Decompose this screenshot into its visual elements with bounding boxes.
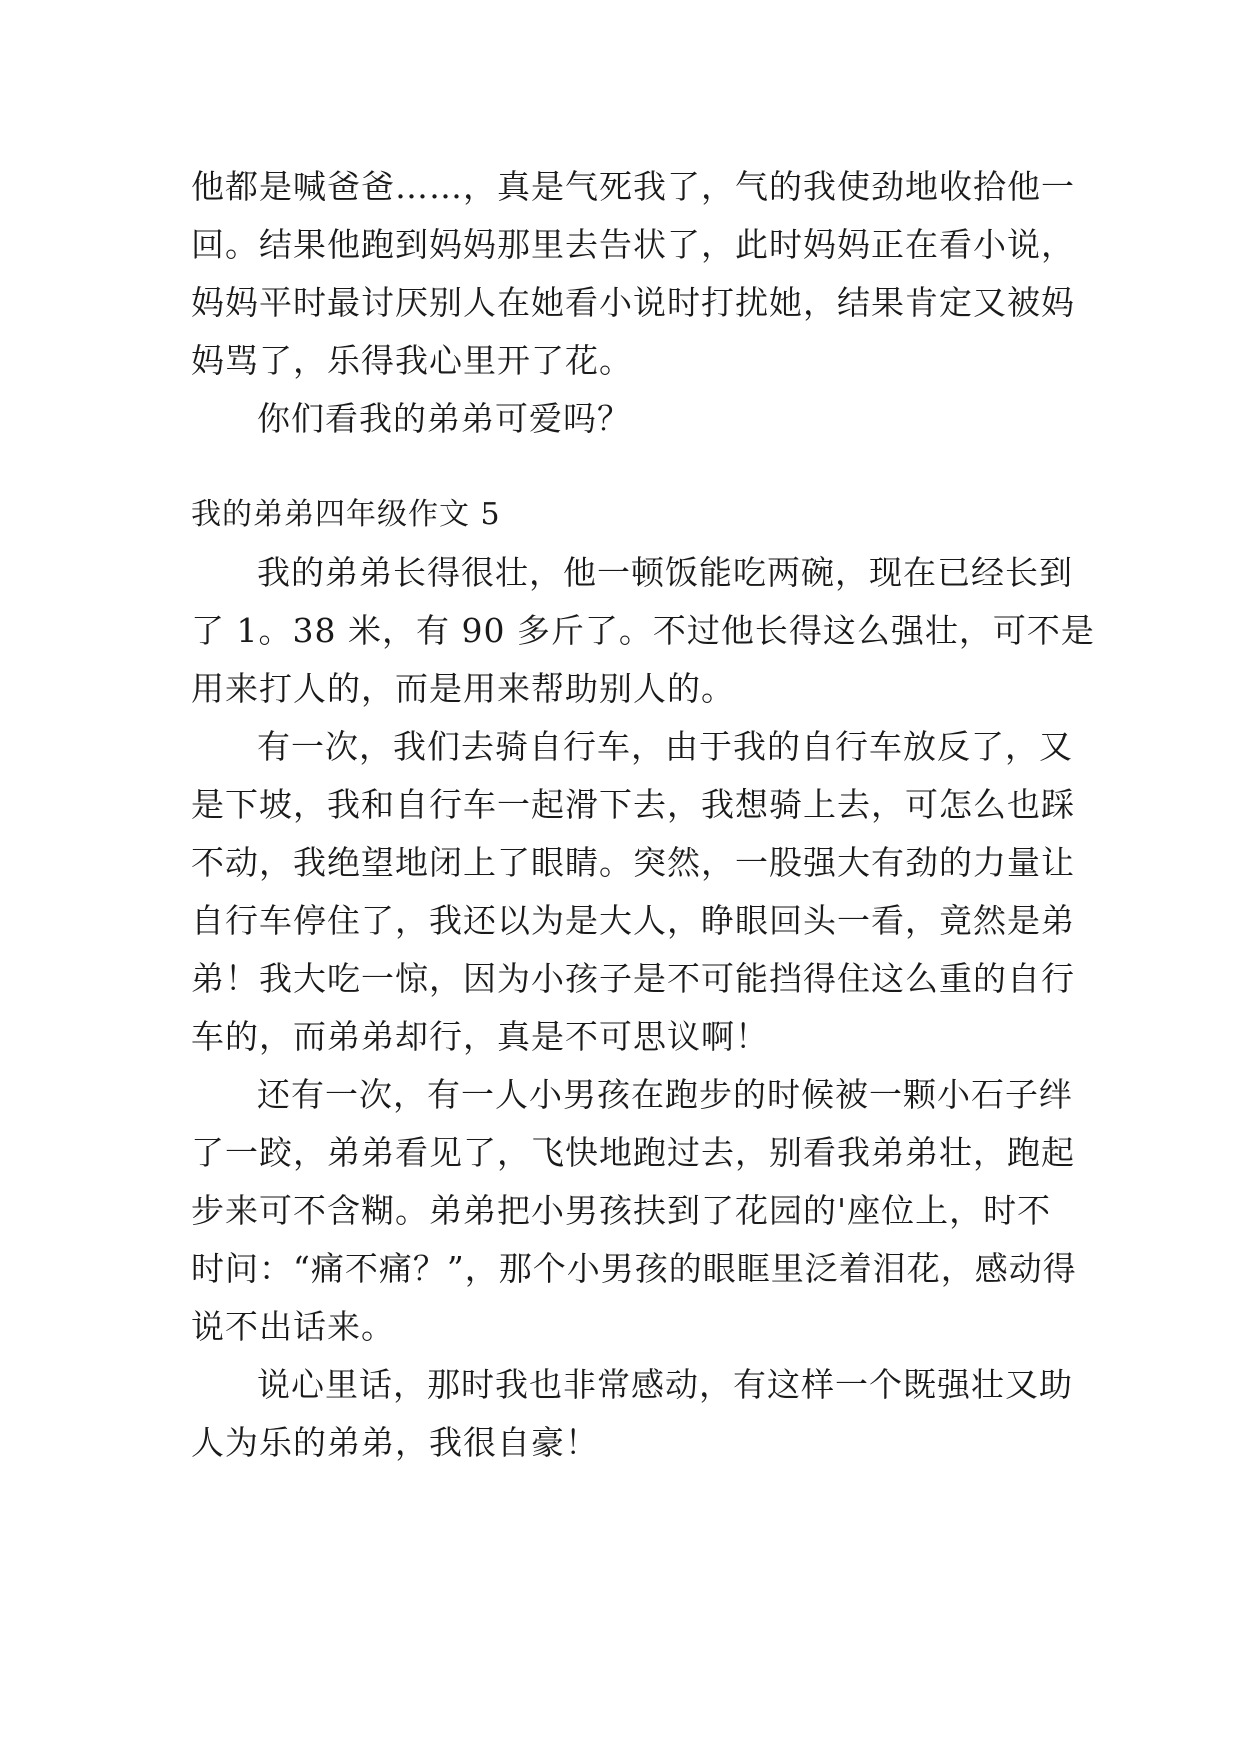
text-line: 车的，而弟弟却行，真是不可思议啊！ <box>191 1017 769 1056</box>
text-line: 用来打人的，而是用来帮助别人的。 <box>191 669 735 708</box>
paragraph-4 <box>191 1356 1071 1472</box>
closing-question: 你们看我的弟弟可爱吗？ <box>257 399 631 438</box>
text-line: 还有一次，有一人小男孩在跑步的时候被一颗小石子绊 <box>257 1075 1073 1114</box>
text-line: 我的弟弟长得很壮，他一顿饭能吃两碗，现在已经长到 <box>257 553 1073 592</box>
text-line: 说心里话，那时我也非常感动，有这样一个既强壮又助 <box>257 1365 1073 1404</box>
essay-title: 我的弟弟四年级作文 5 <box>191 497 501 532</box>
continuation-paragraph <box>191 158 1075 390</box>
text-line: 是下坡，我和自行车一起滑下去，我想骑上去，可怎么也踩 <box>191 785 1075 824</box>
text-line: 说不出话来。 <box>191 1307 395 1346</box>
text-line: 人为乐的弟弟，我很自豪！ <box>191 1423 599 1462</box>
text-line: 步来可不含糊。弟弟把小男孩扶到了花园的'座位上，时不 <box>191 1191 1052 1230</box>
text-line: 自行车停住了，我还以为是大人，睁眼回头一看，竟然是弟 <box>191 901 1075 940</box>
text-line: 不动，我绝望地闭上了眼睛。突然，一股强大有劲的力量让 <box>191 843 1075 882</box>
paragraph-2 <box>191 718 1075 1066</box>
document-body <box>191 158 1095 1472</box>
paragraph-1 <box>191 544 1095 718</box>
text-line: 妈骂了，乐得我心里开了花。 <box>191 341 633 380</box>
text-line: 了 1。38 米，有 90 多斤了。不过他长得这么强壮，可不是 <box>191 611 1095 650</box>
text-line: 有一次，我们去骑自行车，由于我的自行车放反了，又 <box>257 727 1073 766</box>
text-line: 了一跤，弟弟看见了，飞快地跑过去，别看我弟弟壮，跑起 <box>191 1133 1075 1172</box>
text-line: 时问：“痛不痛？”，那个小男孩的眼眶里泛着泪花，感动得 <box>191 1249 1077 1288</box>
text-line: 回。结果他跑到妈妈那里去告状了，此时妈妈正在看小说， <box>191 225 1075 264</box>
paragraph-3 <box>191 1066 1077 1356</box>
text-line: 他都是喊爸爸……，真是气死我了，气的我使劲地收拾他一 <box>191 167 1075 206</box>
text-line: 妈妈平时最讨厌别人在她看小说时打扰她，结果肯定又被妈 <box>191 283 1075 322</box>
text-line: 弟！我大吃一惊，因为小孩子是不可能挡得住这么重的自行 <box>191 959 1075 998</box>
section-gap <box>191 448 1071 486</box>
